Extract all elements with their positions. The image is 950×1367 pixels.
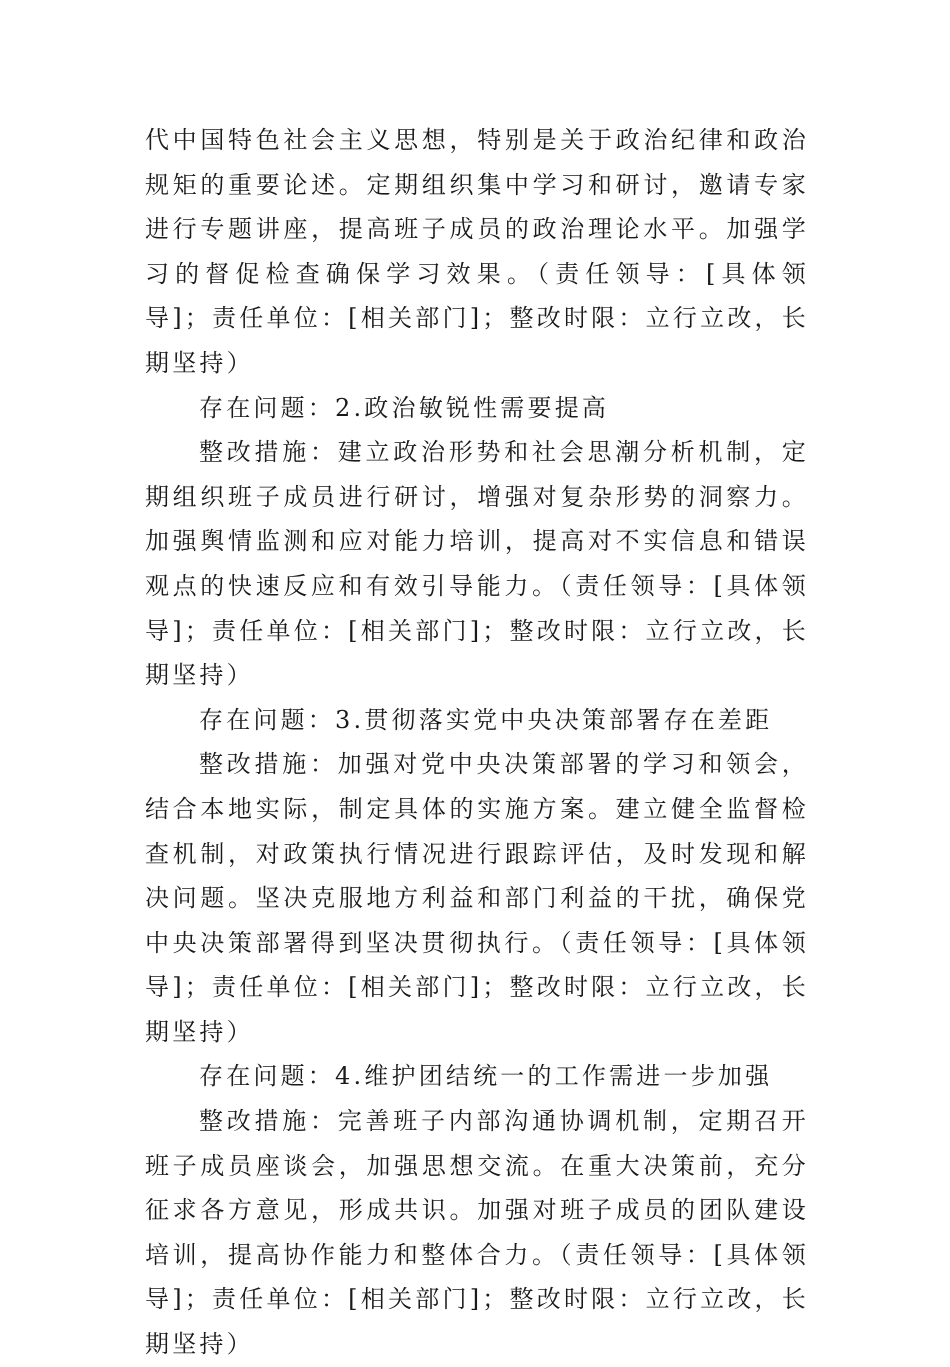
issue-heading-2: 存在问题：2.政治敏锐性需要提高 <box>199 393 610 422</box>
measure-paragraph-4: 整改措施：完善班子内部沟通协调机制，定期召开班子成员座谈会，加强思想交流。在重大决策前，充分征求各方意见，形成共识。加强对班子成员的团队建设培训，提高协作能力和整体合力。（责任领导：[具体领导]；责任单位：[相关部门]；整改时限：立行立改，长期坚持） <box>145 1107 809 1359</box>
paragraph-study-continuation: 代中国特色社会主义思想，特别是关于政治纪律和政治规矩的重要论述。定期组织集中学习和研讨，邀请专家进行专题讲座，提高班子成员的政治理论水平。加强学习的督促检查确保学习效果。（责任领导：[具体领导]；责任单位：[相关部门]；整改时限：立行立改，长期坚持） <box>145 126 809 377</box>
measure-paragraph-2: 整改措施：建立政治形势和社会思潮分析机制，定期组织班子成员进行研讨，增强对复杂形势的洞察力。加强舆情监测和应对能力培训，提高对不实信息和错误观点的快速反应和有效引导能力。（责任领导：[具体领导]；责任单位：[相关部门]；整改时限：立行立改，长期坚持） <box>145 438 809 690</box>
issue-heading-4: 存在问题：4.维护团结统一的工作需进一步加强 <box>199 1062 773 1091</box>
document-body <box>145 118 809 1367</box>
measure-paragraph-3: 整改措施：加强对党中央决策部署的学习和领会，结合本地实际，制定具体的实施方案。建立健全监督检查机制，对政策执行情况进行跟踪评估，及时发现和解决问题。坚决克服地方利益和部门利益的干扰，确保党中央决策部署得到坚决贯彻执行。（责任领导：[具体领导]；责任单位：[相关部门]；整改时限：立行立改，长期坚持） <box>145 750 809 1046</box>
issue-heading-3: 存在问题：3.贯彻落实党中央决策部署存在差距 <box>199 705 773 734</box>
